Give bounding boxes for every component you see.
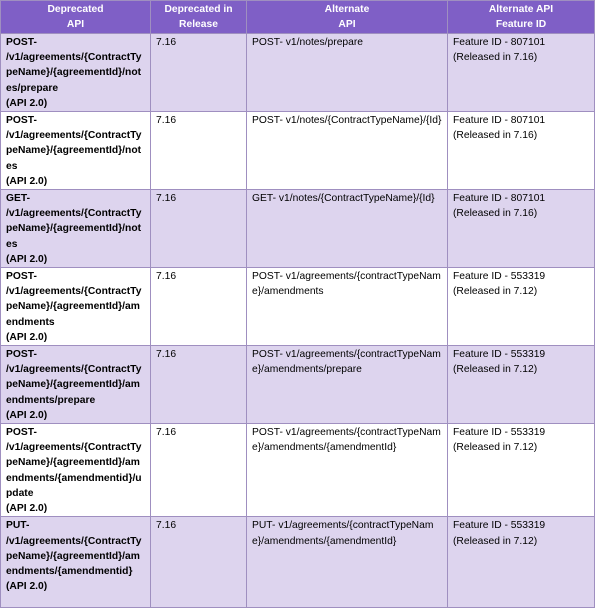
header-alternate-feature-id (448, 1, 595, 34)
feature-id-cell (448, 112, 595, 190)
alternate-api-cell: POST- v1/agreements/{contractTypeName}/amendments (247, 268, 448, 346)
api-path: /v1/agreements/{ContractTypeName}/{agreementId}/notes/prepare (6, 52, 142, 94)
header-deprecated-in-release (151, 1, 247, 34)
deprecated-api-cell (1, 34, 151, 112)
header-text: API (338, 19, 356, 31)
release-cell: 7.16 (151, 424, 247, 517)
api-method: POST- (6, 427, 37, 439)
feature-id: Feature ID - 553319 (453, 349, 546, 361)
table-row (1, 517, 595, 608)
feature-id-cell (448, 424, 595, 517)
feature-id: Feature ID - 807101 (453, 115, 546, 127)
feature-id-cell (448, 517, 595, 608)
feature-release: (Released in 7.12) (453, 535, 538, 547)
api-method: POST- (6, 37, 37, 48)
api-version: (API 2.0) (6, 97, 48, 109)
header-text: Feature ID (495, 19, 547, 31)
api-method: GET- (6, 193, 31, 205)
alternate-api-cell: POST- v1/notes/prepare (247, 34, 448, 112)
api-method: POST- (6, 115, 37, 127)
table-header-row (1, 1, 595, 34)
deprecated-api-cell (1, 346, 151, 424)
alternate-api-cell: POST- v1/notes/{ContractTypeName}/{Id} (247, 112, 448, 190)
api-path: /v1/agreements/{ContractTypeName}/{agreementId}/notes (6, 208, 142, 250)
header-deprecated-api (1, 1, 151, 34)
feature-id: Feature ID - 553319 (453, 271, 546, 283)
api-version: (API 2.0) (6, 253, 48, 265)
header-alternate-api (247, 1, 448, 34)
feature-id-cell (448, 346, 595, 424)
alternate-api-cell: GET- v1/notes/{ContractTypeName}/{Id} (247, 190, 448, 268)
feature-release: (Released in 7.16) (453, 130, 538, 142)
header-text: Deprecated (47, 4, 104, 15)
api-path: /v1/agreements/{ContractTypeName}/{agreementId}/amendments/{amendmentid} (6, 535, 142, 577)
table-row (1, 34, 595, 112)
api-path: /v1/agreements/{ContractTypeName}/{agreementId}/amendments (6, 286, 142, 328)
feature-release: (Released in 7.16) (453, 52, 538, 64)
feature-id: Feature ID - 553319 (453, 427, 546, 439)
deprecated-api-cell (1, 112, 151, 190)
deprecated-api-cell (1, 268, 151, 346)
api-path: /v1/agreements/{ContractTypeName}/{agreementId}/amendments/{amendmentid}/update (6, 442, 142, 499)
table-row (1, 346, 595, 424)
header-text: Release (179, 19, 218, 31)
release-cell: 7.16 (151, 268, 247, 346)
feature-release: (Released in 7.12) (453, 364, 538, 376)
feature-id: Feature ID - 807101 (453, 193, 546, 205)
release-cell: 7.16 (151, 190, 247, 268)
api-version: (API 2.0) (6, 503, 48, 515)
table-row (1, 190, 595, 268)
feature-id-cell (448, 34, 595, 112)
alternate-api-cell: POST- v1/agreements/{contractTypeName}/amendments/prepare (247, 346, 448, 424)
feature-id-cell (448, 190, 595, 268)
header-text: Deprecated in (164, 4, 233, 15)
alternate-api-cell: PUT- v1/agreements/{contractTypeName}/amendments/{amendmentId} (247, 517, 448, 608)
api-method: PUT- (6, 520, 30, 532)
alternate-api-cell: POST- v1/agreements/{contractTypeName}/amendments/{amendmentId} (247, 424, 448, 517)
table-row (1, 268, 595, 346)
release-cell: 7.16 (151, 112, 247, 190)
release-cell: 7.16 (151, 34, 247, 112)
api-version: (API 2.0) (6, 175, 48, 187)
feature-release: (Released in 7.16) (453, 208, 538, 220)
api-path: /v1/agreements/{ContractTypeName}/{agreementId}/notes (6, 130, 142, 172)
feature-id: Feature ID - 553319 (453, 520, 546, 532)
feature-release: (Released in 7.12) (453, 286, 538, 298)
header-text: Alternate (324, 4, 370, 15)
release-cell: 7.16 (151, 517, 247, 608)
api-method: POST- (6, 349, 37, 361)
table-row (1, 112, 595, 190)
api-method: POST- (6, 271, 37, 283)
deprecated-api-cell (1, 517, 151, 608)
release-cell: 7.16 (151, 346, 247, 424)
feature-id-cell (448, 268, 595, 346)
feature-release: (Released in 7.12) (453, 442, 538, 454)
api-version: (API 2.0) (6, 331, 48, 343)
table-row (1, 424, 595, 517)
api-path: /v1/agreements/{ContractTypeName}/{agreementId}/amendments/prepare (6, 364, 142, 406)
api-version: (API 2.0) (6, 409, 48, 421)
feature-id: Feature ID - 807101 (453, 37, 546, 48)
header-text: API (66, 19, 85, 31)
header-text: Alternate API (488, 4, 554, 15)
deprecated-api-cell (1, 190, 151, 268)
api-version: (API 2.0) (6, 581, 48, 593)
deprecated-api-cell (1, 424, 151, 517)
